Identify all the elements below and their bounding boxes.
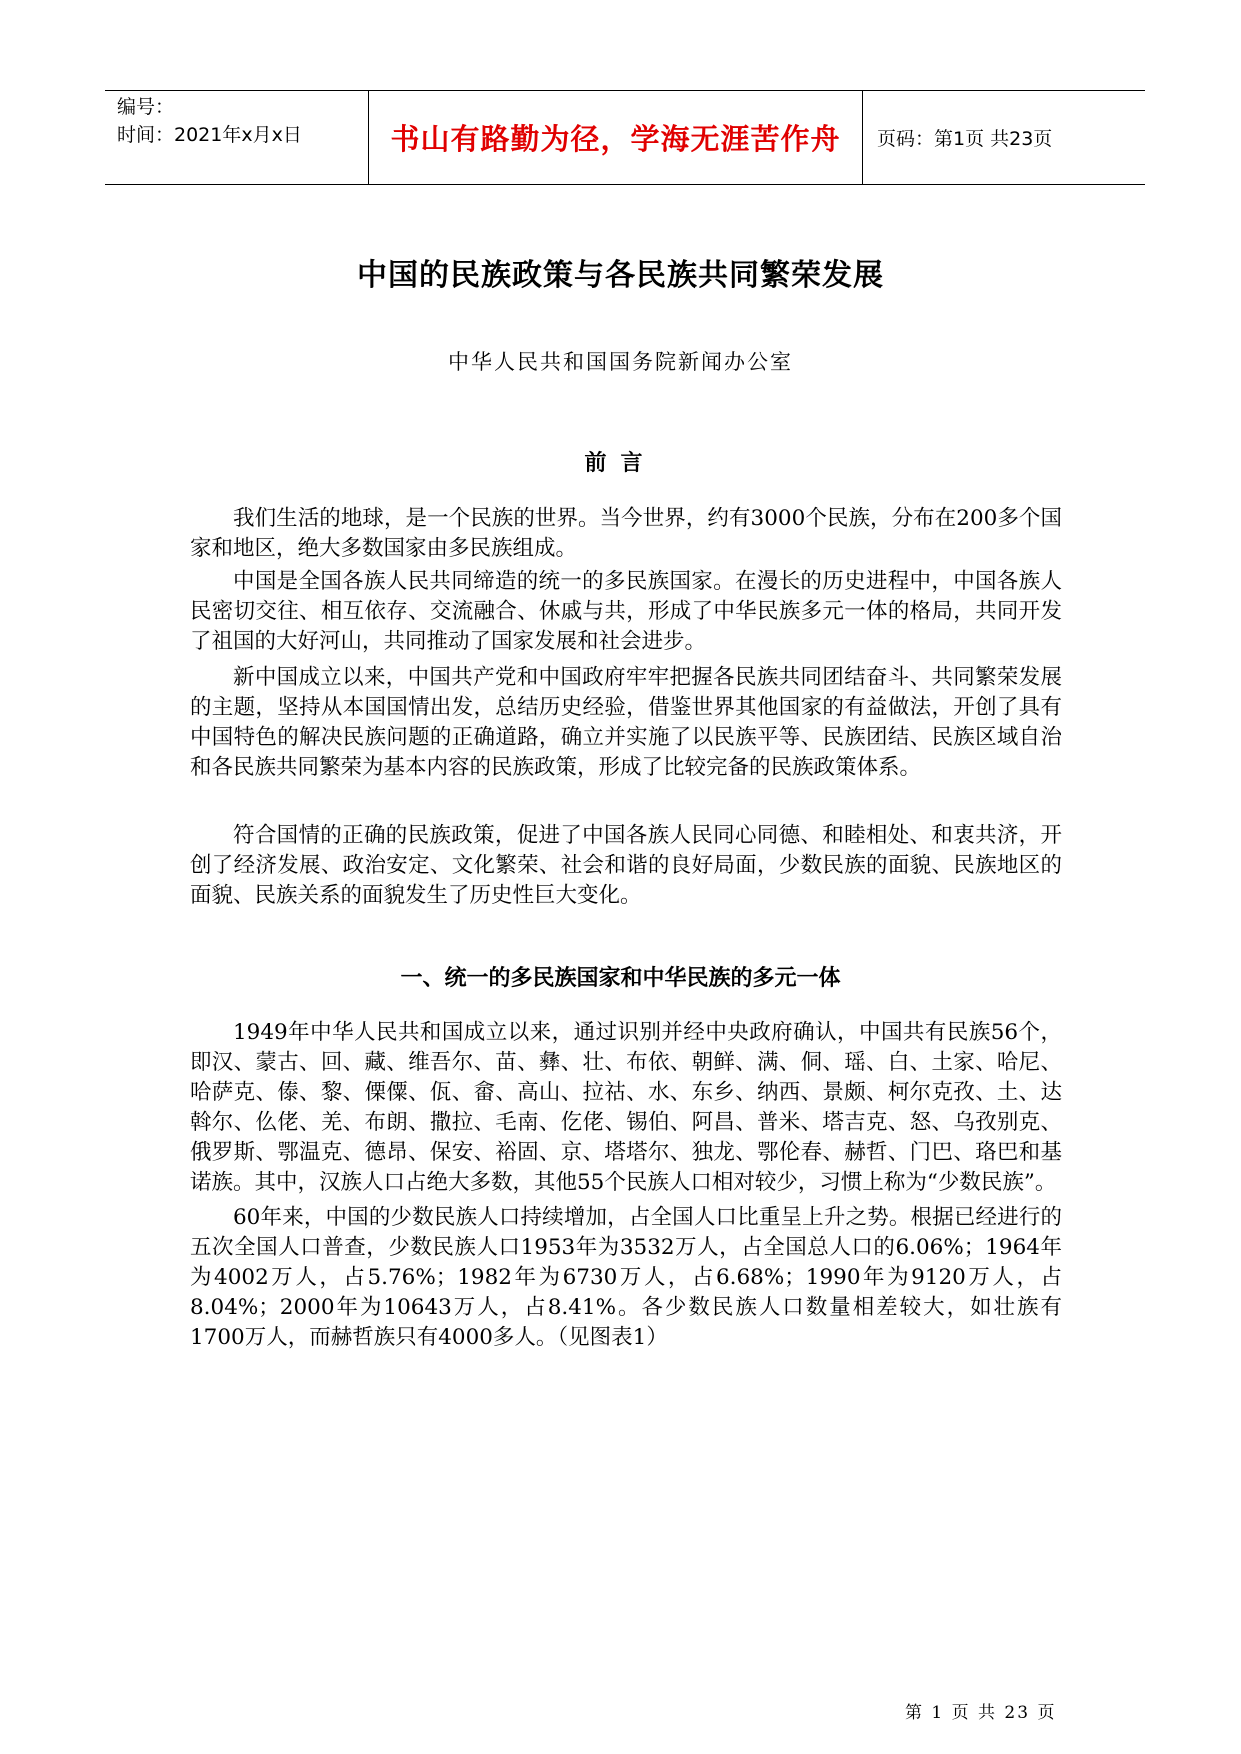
paragraph: 1949年中华人民共和国成立以来，通过识别并经中央政府确认，中国共有民族56个，即汉、蒙古、回、藏、维吾尔、苗、彝、壮、布依、朝鲜、满、侗、瑶、白、土家、哈尼、哈萨克、傣、黎、傈僳、佤、畲、高山、拉祜、水、东乡、纳西、景颇、柯尔克孜、土、达斡尔、仫佬、羌、布朗、撒拉、毛南、仡佬、锡伯、阿昌、普米、塔吉克、怒、乌孜别克、俄罗斯、鄂温克、德昂、保安、裕固、京、塔塔尔、独龙、鄂伦春、赫哲、门巴、珞巴和基诺族。其中，汉族人口占绝大多数，其他55个民族人口相对较少，习惯上称为“少数民族”。 — [190, 1020, 1062, 1195]
document-author: 中华人民共和国国务院新闻办公室 — [448, 350, 793, 374]
page-header — [105, 90, 1145, 185]
preface-heading: 前言 — [584, 451, 657, 476]
page-footer: 第 1 页 共 23 页 — [905, 1703, 1057, 1723]
document-time-label: 时间：2021年x月x日 — [117, 124, 302, 146]
section-heading: 一、统一的多民族国家和中华民族的多元一体 — [400, 966, 841, 991]
header-page-number: 页码：第1页 共23页 — [877, 128, 1053, 150]
paragraph: 新中国成立以来，中国共产党和中国政府牢牢把握各民族共同团结奋斗、共同繁荣发展的主题，坚持从本国国情出发，总结历史经验，借鉴世界其他国家的有益做法，开创了具有中国特色的解决民族问题的正确道路，确立并实施了以民族平等、民族团结、民族区域自治和各民族共同繁荣为基本内容的民族政策，形成了比较完备的民族政策体系。 — [190, 665, 1062, 780]
paragraph: 我们生活的地球，是一个民族的世界。当今世界，约有3000个民族，分布在200多个国家和地区，绝大多数国家由多民族组成。 — [190, 506, 1062, 561]
paragraph: 60年来，中国的少数民族人口持续增加，占全国人口比重呈上升之势。根据已经进行的五次全国人口普查，少数民族人口1953年为3532万人，占全国总人口的6.06%；1964年为4002万人，占5.76%；1982年为6730万人，占6.68%；1990年为9120万人，占8.04%；2000年为10643万人，占8.41%。各少数民族人口数量相差较大，如壮族有1700万人，而赫哲族只有4000多人。（见图表1） — [190, 1205, 1062, 1350]
paragraph: 中国是全国各族人民共同缔造的统一的多民族国家。在漫长的历史进程中，中国各族人民密切交往、相互依存、交流融合、休戚与共，形成了中华民族多元一体的格局，共同开发了祖国的大好河山，共同推动了国家发展和社会进步。 — [190, 569, 1062, 654]
document-number-label: 编号： — [117, 96, 175, 118]
paragraph: 符合国情的正确的民族政策，促进了中国各族人民同心同德、和睦相处、和衷共济，开创了经济发展、政治安定、文化繁荣、社会和谐的良好局面，少数民族的面貌、民族地区的面貌、民族关系的面貌发生了历史性巨大变化。 — [190, 823, 1062, 908]
header-meta — [105, 91, 368, 184]
document-title: 中国的民族政策与各民族共同繁荣发展 — [357, 258, 884, 293]
header-motto: 书山有路勤为径，学海无涯苦作舟 — [368, 91, 863, 184]
